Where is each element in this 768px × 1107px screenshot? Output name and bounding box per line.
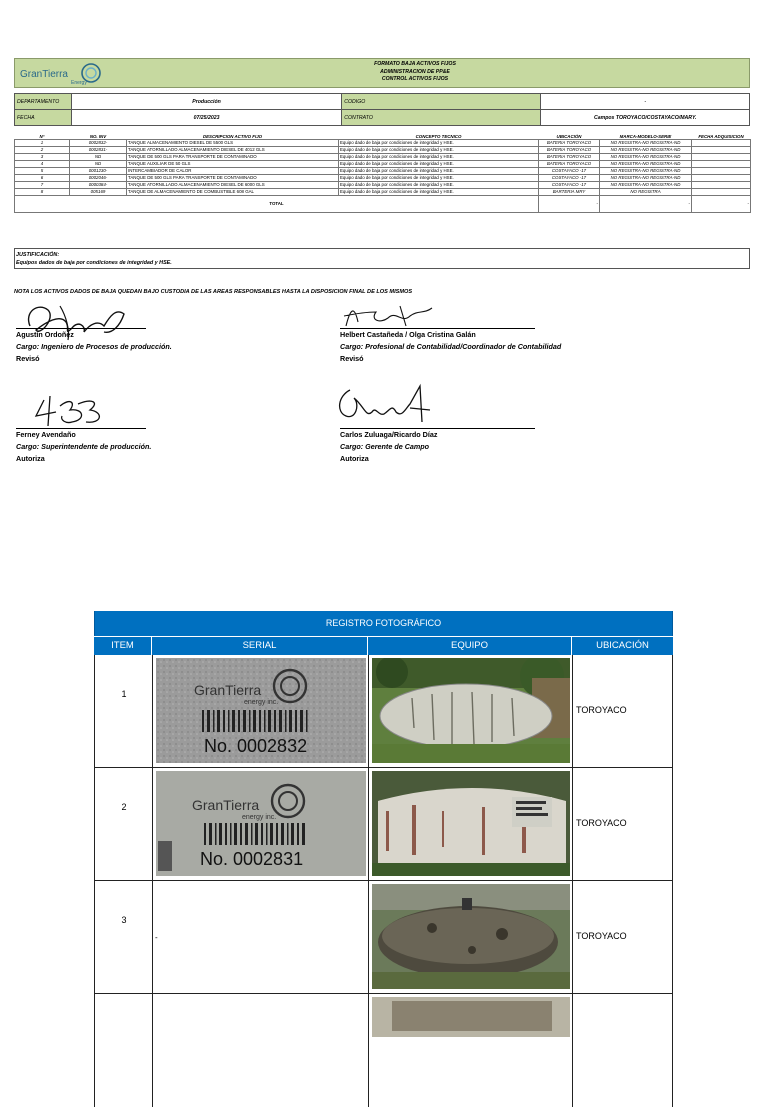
asset-cell: NO REGISTRA-NO REGISTRA-ND: [600, 168, 692, 175]
asset-cell: BATERIA TOROYACO: [539, 154, 600, 161]
asset-cell: 4: [15, 161, 70, 168]
signer-role-1: Revisó: [16, 354, 40, 363]
signer-name-1: Agustín Ordoñez: [16, 330, 74, 339]
asset-col-3: CONCEPTO TECNICO: [339, 134, 539, 140]
photo-ubicacion-1: TOROYACO: [576, 705, 627, 715]
asset-cell: [692, 161, 751, 168]
asset-row: [15, 140, 751, 147]
asset-cell: 0002831-: [70, 147, 127, 154]
signer-name-3: Ferney Avendaño: [16, 430, 76, 439]
photo-item-2: 2: [121, 802, 127, 812]
asset-row: [15, 161, 751, 168]
asset-cell: 7: [15, 182, 70, 189]
asset-cell: BARTERIA MRY: [539, 189, 600, 196]
asset-col-6: FECHA ADQUISICION: [692, 134, 751, 140]
signer-name-2: Helbert Castañeda / Olga Cristina Galán: [340, 330, 476, 339]
photo-ubicacion-3: TOROYACO: [576, 931, 627, 941]
plate-sub-1: energy inc.: [244, 699, 279, 706]
signer-cargo-2: Cargo: Profesional de Contabilidad/Coordinador de Contabilidad: [340, 342, 562, 351]
codigo-label: CODIGO: [342, 94, 541, 110]
asset-cell: NO REGISTRA-NO REGISTRA-ND: [600, 182, 692, 189]
asset-cell: NO REGISTRA-NO REGISTRA-ND: [600, 147, 692, 154]
signer-role-3: Autoriza: [16, 454, 45, 463]
col-serial: SERIAL: [152, 637, 368, 655]
signature-line-4: [340, 428, 535, 429]
asset-cell: 8: [15, 189, 70, 196]
asset-cell: Equipo dado de baja por condiciones de integridad y HSE.: [339, 175, 539, 182]
contrato-value: Campos TOROYACO/COSTAYACO/MARY.: [541, 110, 750, 126]
signature-carlos: [330, 382, 440, 428]
photo-register-header: [94, 636, 673, 655]
asset-cell: Equipo dado de baja por condiciones de integridad y HSE.: [339, 168, 539, 175]
svg-text:Energy: Energy: [71, 80, 87, 86]
signature-line-2: [340, 328, 535, 329]
asset-cell: NO REGISTRA-NO REGISTRA-ND: [600, 140, 692, 147]
asset-col-0: N°: [15, 134, 70, 140]
asset-cell: COSTAYACO -17: [539, 182, 600, 189]
asset-cell: [692, 175, 751, 182]
asset-cell: COSTAYACO -17: [539, 175, 600, 182]
asset-cell: Equipo dado de baja por condiciones de integridad y HSE.: [339, 182, 539, 189]
asset-cell: [692, 168, 751, 175]
photo-row-1: [94, 655, 673, 768]
photo-serial-3: -: [155, 933, 158, 942]
total-value: -: [539, 196, 600, 213]
col-ubicacion: UBICACIÓN: [596, 640, 649, 651]
asset-cell: [692, 140, 751, 147]
asset-cell: Equipo dado de baja por condiciones de integridad y HSE.: [339, 147, 539, 154]
asset-cell: Equipo dado de baja por condiciones de integridad y HSE.: [339, 189, 539, 196]
equipment-photo-3: [372, 884, 570, 989]
asset-cell: Equipo dado de baja por condiciones de integridad y HSE.: [339, 161, 539, 168]
asset-cell: 6: [15, 175, 70, 182]
photo-item-1: 1: [121, 689, 127, 699]
asset-cell: BATERIA TOROYACO: [539, 147, 600, 154]
asset-col-2: DESCRIPCION ACTIVO FIJO: [127, 134, 339, 140]
asset-cell: ND: [70, 161, 127, 168]
signer-role-4: Autoriza: [340, 454, 369, 463]
asset-cell: [692, 147, 751, 154]
signer-block-1: [16, 330, 172, 363]
asset-cell: TANQUE AUXILIAR DE 50 GLS: [127, 161, 339, 168]
asset-cell: ND: [70, 154, 127, 161]
total-label: TOTAL: [15, 196, 539, 213]
asset-cell: [692, 154, 751, 161]
signer-cargo-3: Cargo: Superintendente de producción.: [16, 442, 152, 451]
justification-text: Equipos dados de baja por condiciones de integridad y HSE.: [16, 260, 172, 266]
asset-cell: NO REGISTRA-NO REGISTRA-ND: [600, 154, 692, 161]
asset-total-row: [15, 196, 751, 213]
signer-role-2: Revisó: [340, 354, 364, 363]
asset-cell: Equipo dado de baja por condiciones de integridad y HSE.: [339, 140, 539, 147]
plate-brand-2: GranTierra: [192, 797, 260, 813]
asset-row: [15, 147, 751, 154]
asset-cell: BATERIA TOROYACO: [539, 140, 600, 147]
fecha-label: FECHA: [15, 110, 72, 126]
asset-row: [15, 175, 751, 182]
asset-row: [15, 182, 751, 189]
asset-cell: TANQUE ATORNILLADO ALMACENAMIENTO DIESEL DE 4012 GLS: [127, 147, 339, 154]
signature-line-1: [16, 328, 146, 329]
plate-number-1: No. 0002832: [204, 736, 308, 756]
asset-col-5: MARCA-MODELO-SERIE: [600, 134, 692, 140]
asset-cell: TANQUE DE 500 GLS PARA TRANSPORTE DE CONTAMINADO: [127, 154, 339, 161]
plate-sub-2: energy inc.: [242, 814, 277, 821]
asset-cell: INTERCAMBIADOR DE CALOR: [127, 168, 339, 175]
signature-line-3: [16, 428, 146, 429]
asset-cell: 0000384-: [70, 182, 127, 189]
custody-note: NOTA LOS ACTIVOS DADOS DE BAJA QUEDAN BAJO CUSTODIA DE LAS AREAS RESPONSABLES HASTA LA DISPOSICION FINAL DE LOS MISMOS: [14, 289, 413, 295]
assets-table: [14, 134, 751, 213]
departamento-label: DEPARTAMENTO: [15, 94, 72, 110]
justification-box: [14, 248, 750, 269]
signer-name-4: Carlos Zuluaga/Ricardo Díaz: [340, 430, 438, 439]
asset-cell: NO REGISTRA-NO REGISTRA-ND: [600, 175, 692, 182]
asset-cell: 0002832-: [70, 140, 127, 147]
asset-cell: [692, 182, 751, 189]
asset-row: [15, 154, 751, 161]
photo-item-3: 3: [121, 915, 127, 925]
plate-number-2: No. 0002831: [200, 849, 304, 869]
signer-block-4: [340, 430, 437, 463]
departamento-value: Producción: [71, 94, 341, 110]
photo-row-2: [94, 768, 673, 881]
asset-col-1: NO. INV: [70, 134, 127, 140]
fecha-value: 07/25/2023: [71, 110, 341, 126]
photo-row-3: [94, 881, 673, 994]
signer-cargo-4: Cargo: Gerente de Campo: [340, 442, 430, 451]
asset-cell: 2: [15, 147, 70, 154]
equipment-photo-1: [372, 658, 570, 763]
asset-cell: 005169: [70, 189, 127, 196]
asset-cell: 5: [15, 168, 70, 175]
asset-cell: NO REGISTRA-NO REGISTRA-ND: [600, 161, 692, 168]
contrato-label: CONTRATO: [342, 110, 541, 126]
asset-cell: 3: [15, 154, 70, 161]
asset-cell: [692, 189, 751, 196]
asset-cell: TANQUE DE ALMACENAMIENTO DE COMBUSTIBLE 608 GAL: [127, 189, 339, 196]
title-line-2: ADMINISTRACION DE PP&E: [380, 68, 450, 75]
signature-ferney: [30, 392, 114, 432]
svg-text:GranTierra: GranTierra: [20, 69, 68, 80]
asset-cell: TANQUE DE 500 GLS PARA TRANSPORTE DE CONTAMINADO: [127, 175, 339, 182]
serial-plate-photo-1: [156, 658, 366, 763]
asset-cell: 0001230-: [70, 168, 127, 175]
form-header: [14, 58, 750, 88]
plate-brand-1: GranTierra: [194, 682, 262, 698]
equipment-photo-4: [372, 997, 570, 1037]
total-value: -: [692, 196, 751, 213]
asset-cell: NO REGISTRA: [600, 189, 692, 196]
asset-cell: 0002046-: [70, 175, 127, 182]
asset-cell: TANQUE ALMACENAMIENTO DIESEL DE 5500 GLS: [127, 140, 339, 147]
signer-block-2: [340, 330, 561, 363]
asset-row: [15, 168, 751, 175]
serial-plate-photo-2: [156, 771, 366, 876]
photo-register-title: REGISTRO FOTOGRÁFICO: [94, 611, 673, 636]
col-equipo: EQUIPO: [368, 637, 572, 655]
asset-cell: TANQUE ATORNILLADO ALMACENAMIENTO DIESEL DE 6000 GLS: [127, 182, 339, 189]
asset-cell: Equipo dado de baja por condiciones de integridad y HSE.: [339, 154, 539, 161]
signer-cargo-1: Cargo: Ingeniero de Procesos de producción.: [16, 342, 172, 351]
signer-block-3: [16, 430, 151, 463]
info-table: [14, 93, 750, 126]
asset-row: [15, 189, 751, 196]
title-line-1: FORMATO BAJA ACTIVOS FIJOS: [374, 61, 456, 67]
photo-register: [94, 611, 673, 1107]
equipment-photo-2: [372, 771, 570, 876]
grantierra-logo: [19, 62, 103, 86]
photo-row-4: [94, 994, 673, 1107]
asset-col-4: UBICACIÓN: [539, 134, 600, 140]
form-title: [205, 61, 625, 84]
asset-cell: COSTAYACO -17: [539, 168, 600, 175]
justification-label: JUSTIFICACIÓN:: [16, 252, 60, 258]
asset-cell: BATERIA TOROYACO: [539, 161, 600, 168]
title-line-3: CONTROL ACTIVOS FIJOS: [381, 76, 449, 83]
photo-ubicacion-2: TOROYACO: [576, 818, 627, 828]
col-item: ITEM: [94, 637, 152, 655]
total-value: -: [600, 196, 692, 213]
codigo-value: -: [541, 94, 750, 110]
asset-cell: 1: [15, 140, 70, 147]
